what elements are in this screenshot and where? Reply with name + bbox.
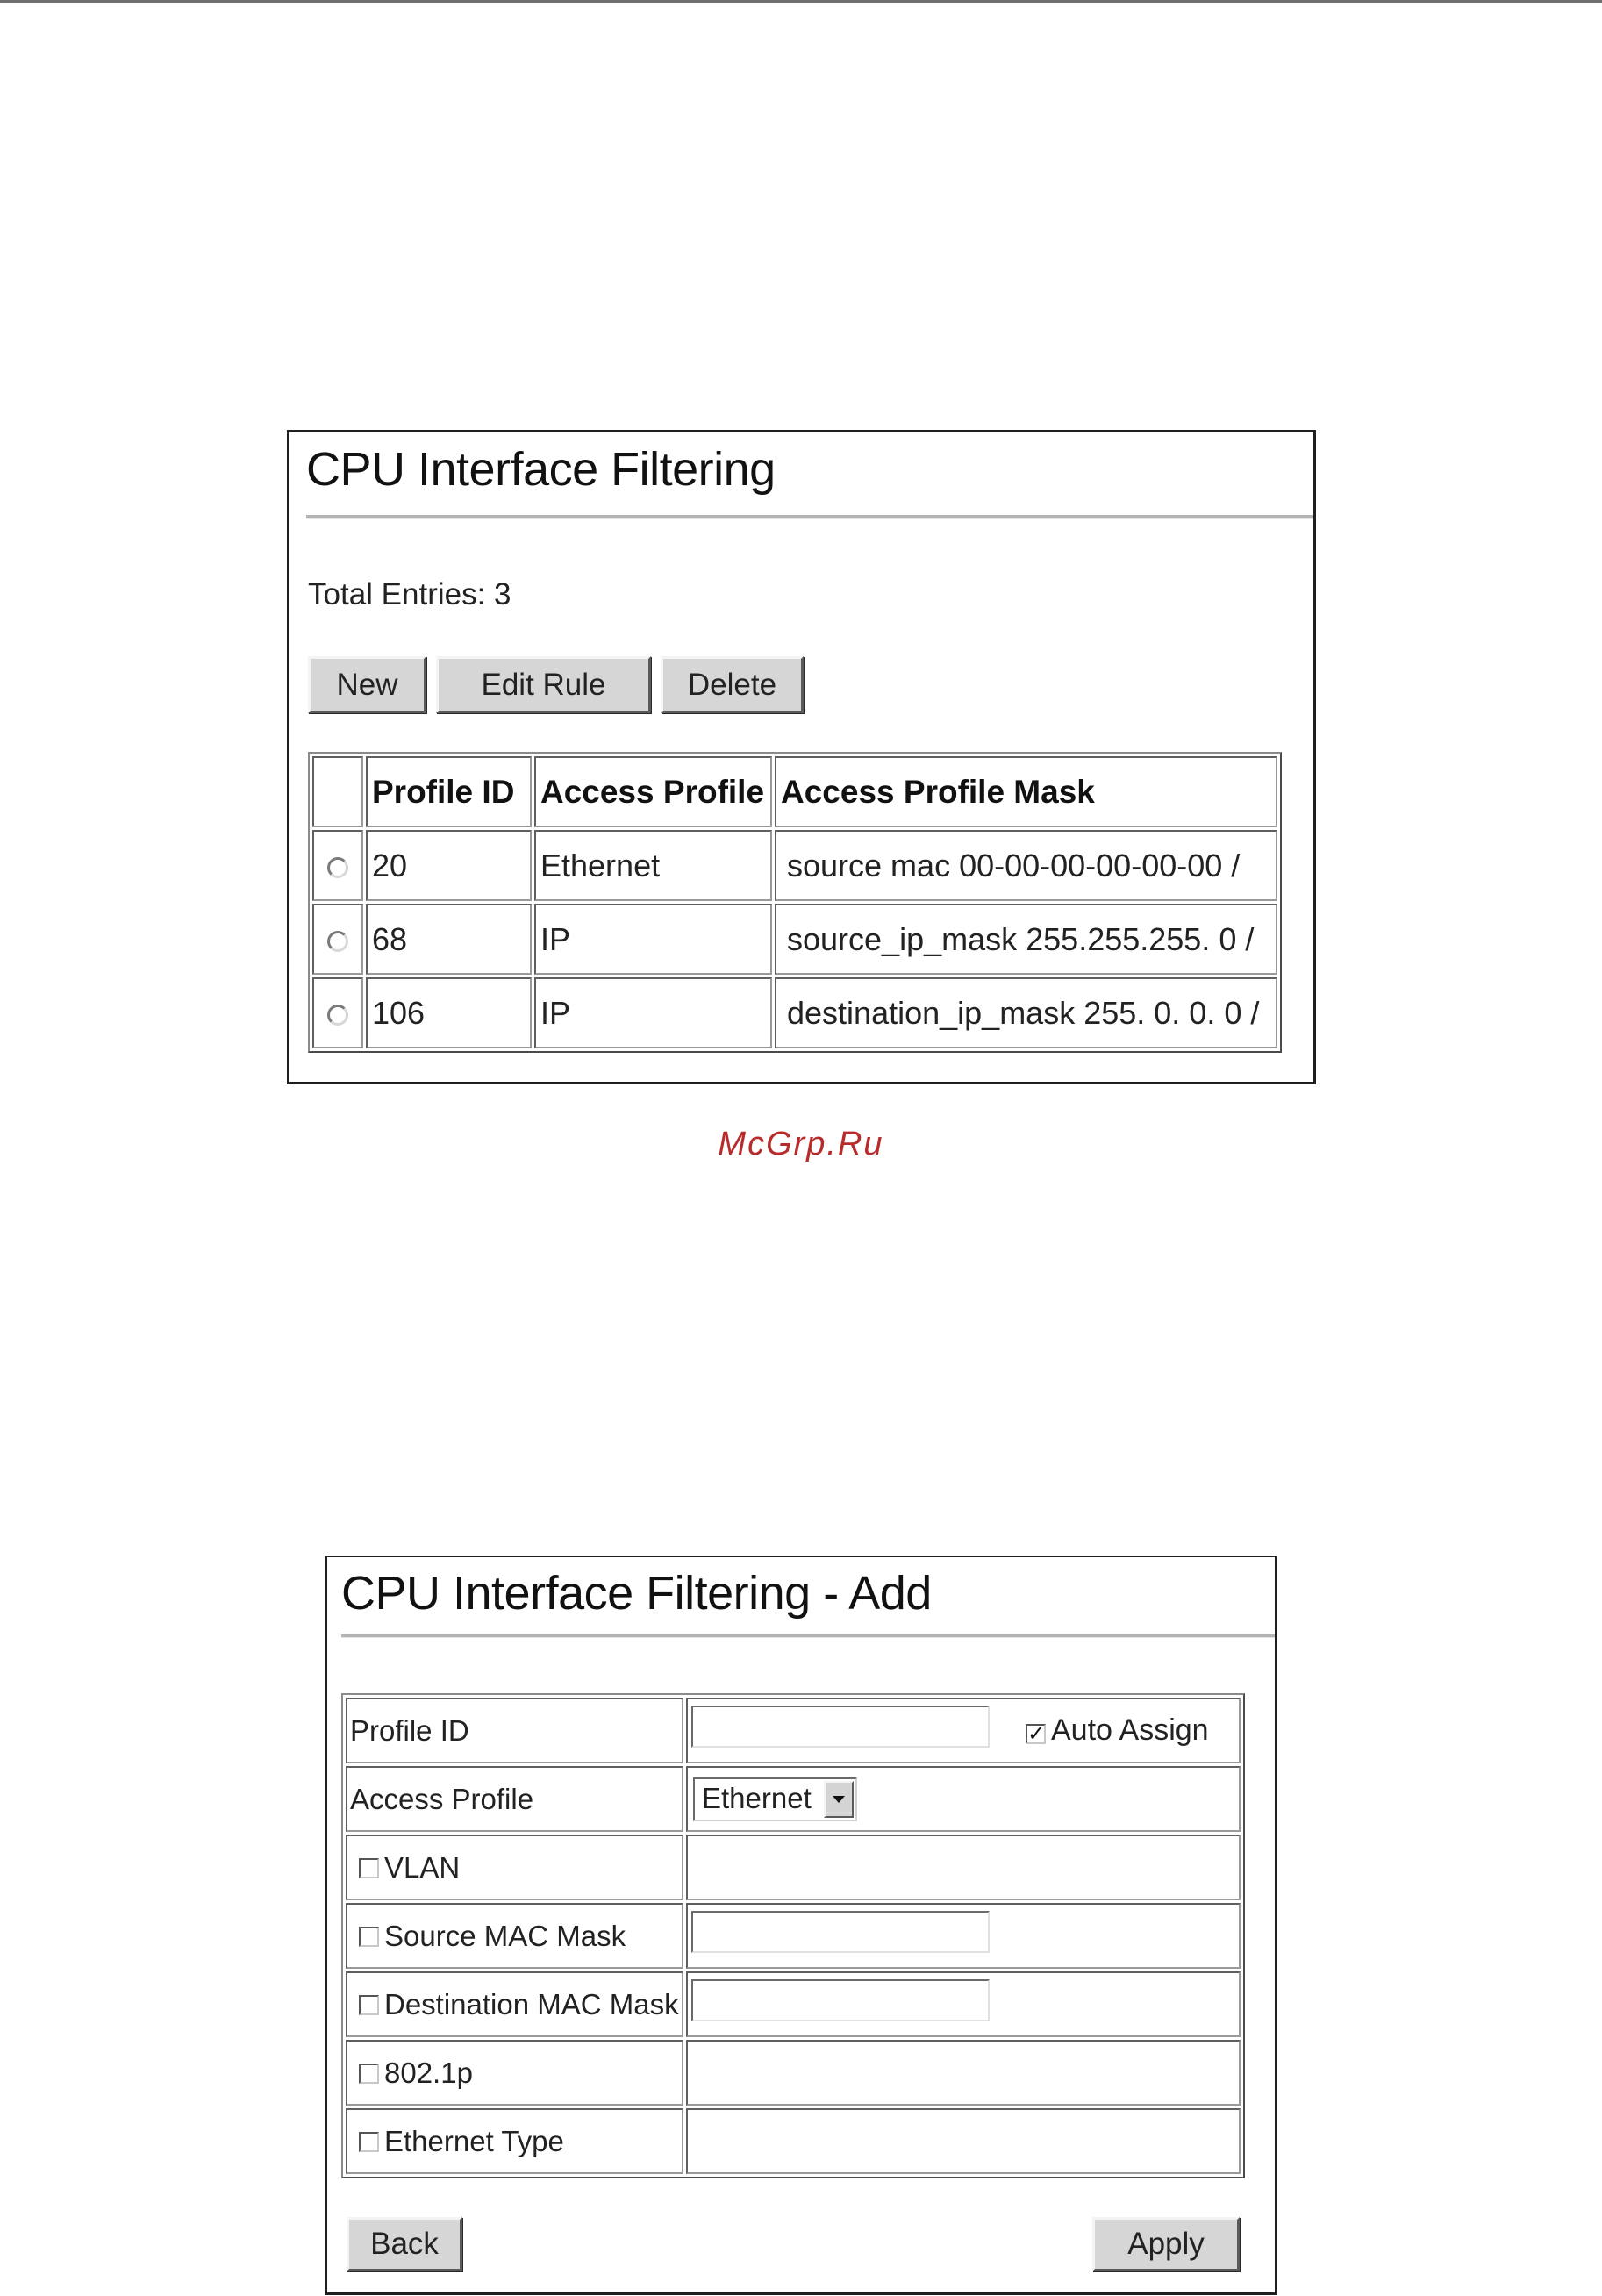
profile-id-column-header: Profile ID (366, 756, 532, 827)
vlan-label: VLAN (384, 1850, 461, 1884)
profile-table (308, 752, 1282, 1053)
vlan-option (346, 1835, 683, 1900)
source-mac-mask-value-cell (686, 1903, 1241, 1969)
form-row-source-mac-mask (346, 1903, 1241, 1969)
dot1p-label: 802.1p (384, 2056, 473, 2089)
apply-button[interactable]: Apply (1092, 2217, 1240, 2271)
row-select-cell (312, 977, 363, 1048)
table-row (312, 830, 1277, 901)
ethernet-type-value-cell (686, 2108, 1241, 2174)
vlan-checkbox[interactable] (359, 1858, 379, 1878)
cpu-filtering-add-panel (325, 1556, 1277, 2295)
row-radio-button[interactable] (327, 931, 348, 952)
destination-mac-mask-option (346, 1971, 683, 2037)
profile-id-cell: 68 (366, 904, 532, 975)
total-entries: Total Entries: 3 (308, 577, 511, 612)
profile-id-input[interactable] (691, 1706, 990, 1748)
top-rule (0, 0, 1602, 3)
access-profile-mask-cell: source_ip_mask 255.255.255. 0 / (775, 904, 1277, 975)
source-mac-mask-input[interactable] (691, 1911, 990, 1953)
form-row-802-1p (346, 2040, 1241, 2106)
access-profile-cell: IP (534, 977, 772, 1048)
source-mac-mask-checkbox[interactable] (359, 1927, 379, 1947)
source-mac-mask-label: Source MAC Mask (384, 1919, 626, 1952)
delete-button[interactable]: Delete (661, 656, 804, 713)
access-profile-cell: Ethernet (534, 830, 772, 901)
dot1p-checkbox[interactable] (359, 2064, 379, 2084)
ethernet-type-option (346, 2108, 683, 2174)
ethernet-type-label: Ethernet Type (384, 2124, 564, 2157)
chevron-down-icon[interactable] (824, 1781, 854, 1818)
vlan-value-cell (686, 1835, 1241, 1900)
panel-title: CPU Interface Filtering (306, 443, 776, 496)
edit-rule-button[interactable]: Edit Rule (436, 656, 651, 713)
back-button[interactable]: Back (347, 2217, 462, 2271)
access-profile-cell: IP (534, 904, 772, 975)
access-profile-mask-column-header: Access Profile Mask (775, 756, 1277, 827)
access-profile-value-cell (686, 1766, 1241, 1832)
dot1p-value-cell (686, 2040, 1241, 2106)
form-row-ethernet-type (346, 2108, 1241, 2174)
ethernet-type-checkbox[interactable] (359, 2132, 379, 2152)
profile-id-cell: 20 (366, 830, 532, 901)
add-form-table (341, 1693, 1245, 2178)
destination-mac-mask-checkbox[interactable] (359, 1995, 379, 2015)
access-profile-mask-cell: source mac 00-00-00-00-00-00 / (775, 830, 1277, 901)
row-select-cell (312, 904, 363, 975)
row-select-cell (312, 830, 363, 901)
watermark: McGrp.Ru (718, 1126, 884, 1162)
panel-title: CPU Interface Filtering - Add (341, 1567, 932, 1620)
form-row-vlan (346, 1835, 1241, 1900)
title-divider (306, 515, 1313, 519)
access-profile-label: Access Profile (346, 1766, 683, 1832)
profile-id-cell: 106 (366, 977, 532, 1048)
profile-id-value-cell (686, 1698, 1241, 1763)
profile-id-label: Profile ID (346, 1698, 683, 1763)
form-row-destination-mac-mask (346, 1971, 1241, 2037)
title-divider (341, 1634, 1275, 1638)
destination-mac-mask-input[interactable] (691, 1979, 990, 2021)
form-row-access-profile (346, 1766, 1241, 1832)
row-radio-button[interactable] (327, 1005, 348, 1026)
row-radio-button[interactable] (327, 857, 348, 878)
dot1p-option (346, 2040, 683, 2106)
table-header-row (312, 756, 1277, 827)
auto-assign-option (1026, 1713, 1209, 1748)
form-row-profile-id (346, 1698, 1241, 1763)
table-row (312, 977, 1277, 1048)
access-profile-column-header: Access Profile (534, 756, 772, 827)
select-column-header (312, 756, 363, 827)
auto-assign-checkbox[interactable]: ✓ (1027, 1722, 1046, 1746)
source-mac-mask-option (346, 1903, 683, 1969)
access-profile-mask-cell: destination_ip_mask 255. 0. 0. 0 / (775, 977, 1277, 1048)
destination-mac-mask-label: Destination MAC Mask (384, 1987, 679, 2021)
destination-mac-mask-value-cell (686, 1971, 1241, 2037)
table-row (312, 904, 1277, 975)
cpu-filtering-list-panel (287, 430, 1316, 1084)
new-button[interactable]: New (308, 656, 426, 713)
access-profile-selected-value: Ethernet (702, 1782, 812, 1814)
auto-assign-label: Auto Assign (1051, 1713, 1209, 1747)
access-profile-select[interactable] (693, 1777, 857, 1821)
